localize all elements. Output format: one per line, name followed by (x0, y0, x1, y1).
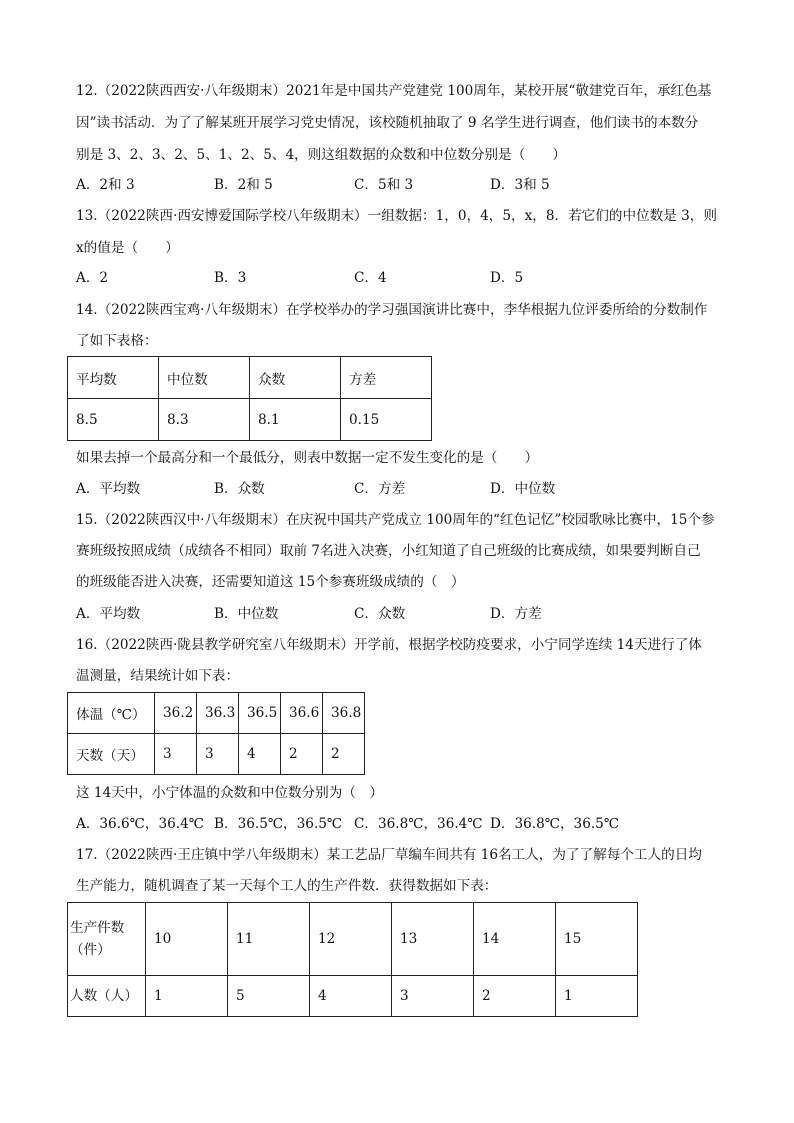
table-row (68, 976, 638, 1017)
table-cell: 36.6 (281, 693, 323, 734)
q17-production-table (67, 902, 638, 1017)
table-cell: 8.3 (159, 399, 250, 441)
q13-line-2: x的值是（ ） (76, 240, 179, 256)
table-cell: 2 (281, 734, 323, 775)
table-cell: 36.2 (155, 693, 197, 734)
table-row (68, 399, 432, 441)
table-row (68, 734, 365, 775)
q17-line-2: 生产能力，随机调查了某一天每个工人的生产件数．获得数据如下表： (76, 878, 498, 894)
table-cell: 36.3 (197, 693, 239, 734)
q15-options (76, 604, 734, 624)
q12-option-d: D．3和 5 (490, 177, 550, 193)
q12-option-a: A．2和 3 (76, 177, 135, 193)
q12-option-c: C．5和 3 (354, 177, 414, 193)
q14-stats-table (67, 356, 432, 441)
table-cell: 中位数 (159, 357, 250, 399)
q14-option-d: D．中位数 (490, 481, 556, 497)
q13-line-1: 13.（2022陕西·西安博爱国际学校八年级期末）一组数据：1，0，4，5，x，8．若它们的中位数是 3，则 (76, 208, 717, 224)
q16-option-c: C．36.8℃，36.4℃ (354, 816, 483, 832)
q13-option-a: A．2 (76, 270, 109, 286)
q17-line-1: 17.（2022陕西·王庄镇中学八年级期末）某工艺品厂草编车间共有 16名工人，为了了解每个工人的日均 (76, 847, 702, 863)
table-cell: 11 (228, 903, 310, 976)
q15-option-d: D．方差 (490, 606, 542, 622)
table-row (68, 693, 365, 734)
table-cell: 10 (146, 903, 228, 976)
q12-line-3: 别是 3、2、3、2、5、1、2、5、4，则这组数据的众数和中位数分别是（ ） (76, 147, 566, 163)
table-cell: 方差 (341, 357, 432, 399)
q15-line-2: 赛班级按照成绩（成绩各不相同）取前 7名进入决赛，小红知道了自己班级的比赛成绩，如果要判断自己 (76, 543, 701, 559)
table-cell: 1 (556, 976, 638, 1017)
q16-option-d: D．36.8℃，36.5℃ (490, 816, 620, 832)
q12-line-1: 12.（2022陕西西安·八年级期末）2021年是中国共产党建党 100周年，某校开展“敬建党百年，承红色基 (76, 83, 712, 99)
q12-line-2: 因”读书活动．为了了解某班开展学习党史情况，该校随机抽取了 9 名学生进行调查，他们读书的本数分 (76, 115, 699, 131)
table-header-line: 生产件数 (70, 920, 125, 936)
q15-option-a: A．平均数 (76, 606, 141, 622)
table-cell: 12 (310, 903, 392, 976)
q15-option-b: B．中位数 (214, 606, 279, 622)
table-cell: 众数 (250, 357, 341, 399)
q12-option-b: B．2和 5 (214, 177, 273, 193)
q12-options (76, 175, 734, 195)
table-cell: 13 (392, 903, 474, 976)
table-cell: 36.8 (323, 693, 365, 734)
table-cell: 8.1 (250, 399, 341, 441)
table-cell: 8.5 (68, 399, 159, 441)
q14-option-a: A．平均数 (76, 481, 141, 497)
table-row-header: 天数（天） (68, 734, 155, 775)
table-row-header: 人数（人） (68, 976, 146, 1017)
table-cell: 1 (146, 976, 228, 1017)
table-cell: 15 (556, 903, 638, 976)
table-cell: 14 (474, 903, 556, 976)
table-cell: 0.15 (341, 399, 432, 441)
table-cell: 2 (323, 734, 365, 775)
q16-line-2: 温测量，结果统计如下表： (76, 668, 240, 684)
q14-line-1: 14.（2022陕西宝鸡·八年级期末）在学校举办的学习强国演讲比赛中，李华根据九位评委所给的分数制作 (76, 302, 708, 318)
q14-option-b: B．众数 (214, 481, 265, 497)
q16-temperature-table (67, 692, 365, 775)
table-cell: 2 (474, 976, 556, 1017)
table-cell: 5 (228, 976, 310, 1017)
q13-option-b: B．3 (214, 270, 247, 286)
table-row-header (68, 903, 146, 976)
q16-option-b: B．36.5℃，36.5℃ (214, 816, 343, 832)
q14-option-c: C．方差 (354, 481, 406, 497)
table-cell: 4 (310, 976, 392, 1017)
q13-option-d: D．5 (490, 270, 524, 286)
table-cell: 36.5 (239, 693, 281, 734)
table-header-line: （件） (70, 942, 111, 958)
q16-option-a: A．36.6℃，36.4℃ (76, 816, 204, 832)
table-cell: 3 (155, 734, 197, 775)
q15-option-c: C．众数 (354, 606, 406, 622)
table-cell: 3 (392, 976, 474, 1017)
table-row-header: 体温（℃） (68, 693, 155, 734)
table-row (68, 357, 432, 399)
table-row (68, 903, 638, 976)
q13-option-c: C．4 (354, 270, 387, 286)
q16-line-1: 16.（2022陕西·陇县教学研究室八年级期末）开学前，根据学校防疫要求，小宁同学连续 14天进行了体 (76, 637, 702, 653)
q14-options (76, 479, 734, 499)
q14-line-2: 了如下表格： (76, 333, 158, 349)
q15-line-1: 15.（2022陕西汉中·八年级期末）在庆祝中国共产党成立 100周年的“红色记忆”校园歌咏比赛中，15个参 (76, 512, 715, 528)
q15-line-3: 的班级能否进入决赛，还需要知道这 15个参赛班级成绩的（ ） (76, 574, 465, 590)
q13-options (76, 268, 734, 288)
table-cell: 4 (239, 734, 281, 775)
q14-line-3: 如果去掉一个最高分和一个最低分，则表中数据一定不发生变化的是（ ） (76, 450, 539, 466)
q16-line-3: 这 14天中，小宁体温的众数和中位数分别为（ ） (76, 785, 384, 801)
table-cell: 3 (197, 734, 239, 775)
q16-options (76, 814, 734, 834)
table-cell: 平均数 (68, 357, 159, 399)
